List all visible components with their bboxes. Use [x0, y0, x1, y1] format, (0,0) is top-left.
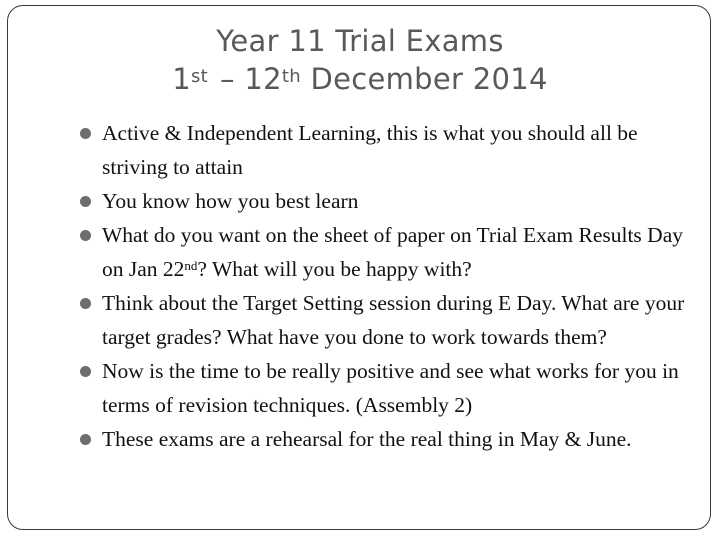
- title-line-1: Year 11 Trial Exams: [216, 24, 504, 58]
- bullet-icon: [80, 434, 91, 445]
- bullet-text: You know how you best learn: [102, 189, 359, 213]
- bullet-text-after: ? What will you be happy with?: [197, 257, 472, 281]
- bullet-item: [80, 286, 690, 354]
- bullet-icon: [80, 128, 91, 139]
- bullet-text: Think about the Target Setting session during E Day. What are your target grades? What have you done to work towards them?: [102, 291, 685, 349]
- bullet-list: [80, 116, 690, 456]
- title-line-2: [0, 60, 720, 98]
- title-day2-suffix: th: [281, 66, 301, 87]
- bullet-text-before: What do you want on the sheet of paper on Trial Exam Results Day on Jan 22: [102, 223, 683, 281]
- bullet-icon: [80, 298, 91, 309]
- title-day1: 1: [172, 62, 191, 96]
- title-end: December 2014: [310, 62, 548, 96]
- bullet-text: These exams are a rehearsal for the real thing in May & June.: [102, 427, 632, 451]
- bullet-text: Now is the time to be really positive and see what works for you in terms of revision techniques. (Assembly 2): [102, 359, 679, 417]
- bullet-icon: [80, 366, 91, 377]
- bullet-item: [80, 218, 690, 286]
- bullet-icon: [80, 230, 91, 241]
- bullet-icon: [80, 196, 91, 207]
- title-day1-suffix: st: [190, 66, 209, 87]
- title-mid: – 12: [220, 62, 282, 96]
- bullet-item: [80, 422, 690, 456]
- bullet-superscript: nd: [184, 258, 198, 273]
- bullet-text: Active & Independent Learning, this is what you should all be striving to attain: [102, 121, 638, 179]
- slide-title: [0, 22, 720, 98]
- bullet-item: [80, 354, 690, 422]
- bullet-item: [80, 116, 690, 184]
- bullet-item: [80, 184, 690, 218]
